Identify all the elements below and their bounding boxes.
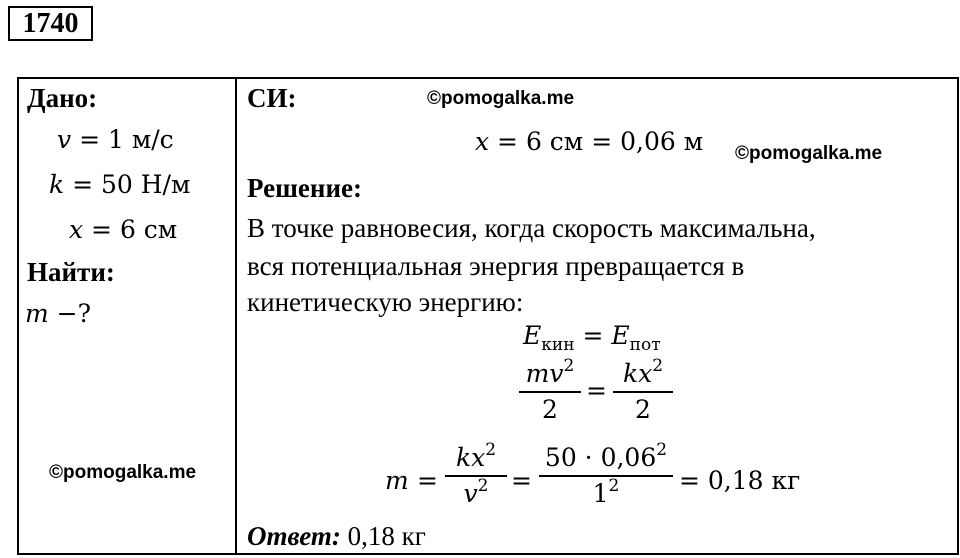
solution-text-line: кинетическую энергию: (247, 287, 524, 317)
watermark: ©pomogalka.me (735, 143, 883, 164)
fraction-potential: $kx^2$ 2 (613, 359, 673, 425)
si-conversion: x = 6 см = 0,06 м (475, 127, 704, 156)
find-heading: Найти: (27, 257, 115, 287)
mass-symbol: m (385, 466, 409, 495)
solution-text-line: вся потенциальная энергия превращается в (247, 251, 745, 281)
given-velocity: v = 1 м/с (57, 125, 174, 154)
equals-sign: = (586, 376, 607, 405)
watermark: ©pomogalka.me (427, 88, 575, 109)
fraction-numeric: $50 \cdot 0,06^2$ $1^2$ (539, 443, 673, 509)
find-mass: m −? (25, 299, 92, 328)
equals-sign: = (417, 466, 438, 495)
mass-result: = 0,18 кг (679, 466, 801, 495)
given-heading: Дано: (27, 83, 98, 113)
answer: Ответ: 0,18 кг (247, 521, 426, 551)
given-stiffness: k = 50 Н/м (49, 170, 191, 199)
watermark: ©pomogalka.me (49, 462, 197, 483)
fraction-mass-formula: $kx^2$ $v^2$ (445, 443, 507, 509)
fraction-kinetic: $mv^2$ 2 (519, 359, 581, 425)
solution-text-line: В точке равновесия, когда скорость максимальна, (247, 213, 816, 243)
equals-sign: = (511, 466, 532, 495)
column-divider (235, 79, 237, 553)
problem-number: 1740 (8, 6, 93, 41)
given-displacement: x = 6 см (69, 215, 178, 244)
solution-heading: Решение: (247, 173, 362, 203)
si-heading: СИ: (247, 83, 297, 113)
energy-equality: $E_{кин} = E_{пот}$ (523, 321, 661, 355)
solution-table (17, 77, 959, 555)
